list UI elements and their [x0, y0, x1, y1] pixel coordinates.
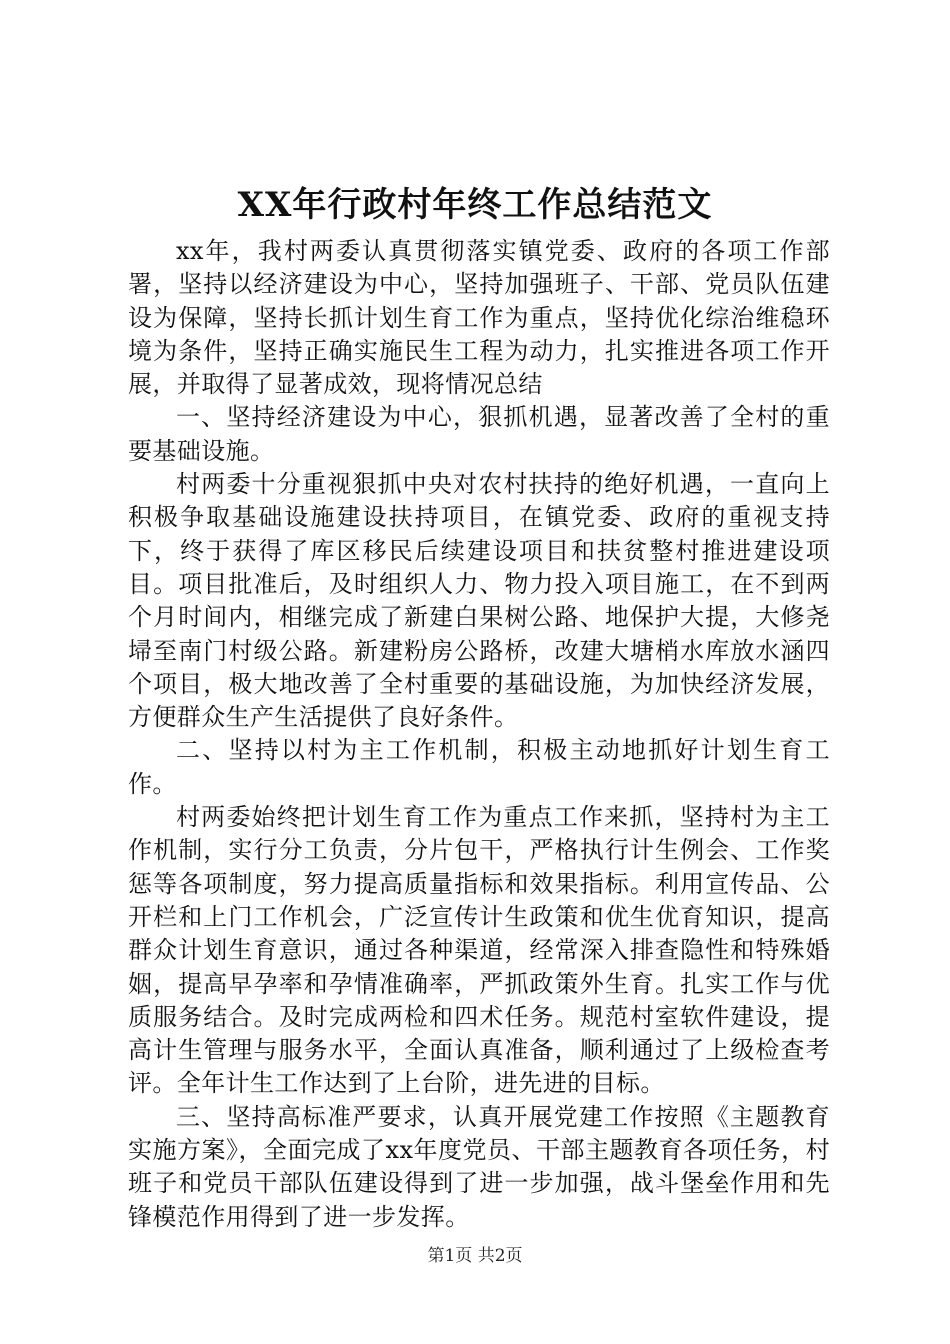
section-heading-2: 二、坚持以村为主工作机制，积极主动地抓好计划生育工作。 [128, 736, 830, 798]
intro-paragraph: xx年，我村两委认真贯彻落实镇党委、政府的各项工作部署，坚持以经济建设为中心，坚持加强班子、干部、党员队伍建设为保障，坚持长抓计划生育工作为重点，坚持优化综治维稳环境为条件，坚持正确实施民生工程为动力，扎实推进各项工作开展，并取得了显著成效，现将情况总结 [128, 237, 830, 399]
section-heading-1: 一、坚持经济建设为中心，狠抓机遇，显著改善了全村的重要基础设施。 [128, 403, 830, 465]
document-title: XX年行政村年终工作总结范文 [237, 185, 713, 225]
page-footer: 第1页 共2页 [427, 1246, 523, 1266]
section-paragraph-1: 村两委十分重视狠抓中央对农村扶持的绝好机遇，一直向上积极争取基础设施建设扶持项目，在镇党委、政府的重视支持下，终于获得了库区移民后续建设项目和扶贫整村推进建设项目。项目批准后，及时组织人力、物力投入项目施工，在不到两个月时间内，相继完成了新建白果树公路、地保护大提，大修尧埽至南门村级公路。新建粉房公路桥，改建大塘梢水库放水涵四个项目，极大地改善了全村重要的基础设施，为加快经济发展，方便群众生产生活提供了良好条件。 [128, 470, 830, 732]
document-body [128, 235, 830, 1234]
section-paragraph-2: 村两委始终把计划生育工作为重点工作来抓，坚持村为主工作机制，实行分工负责，分片包干，严格执行计生例会、工作奖惩等各项制度，努力提高质量指标和效果指标。利用宣传品、公开栏和上门工作机会，广泛宣传计生政策和优生优育知识，提高群众计划生育意识，通过各种渠道，经常深入排查隐性和特殊婚姻，提高早孕率和孕情准确率，严抓政策外生育。扎实工作与优质服务结合。及时完成两检和四术任务。规范村室软件建设，提高计生管理与服务水平，全面认真准备，顺利通过了上级检查考评。全年计生工作达到了上台阶，进先进的目标。 [128, 803, 830, 1098]
section-heading-3: 三、坚持高标准严要求，认真开展党建工作按照《主题教育实施方案》，全面完成了xx年度党员、干部主题教育各项任务，村班子和党员干部队伍建设得到了进一步加强，战斗堡垒作用和先锋模范作用得到了进一步发挥。 [128, 1102, 830, 1231]
